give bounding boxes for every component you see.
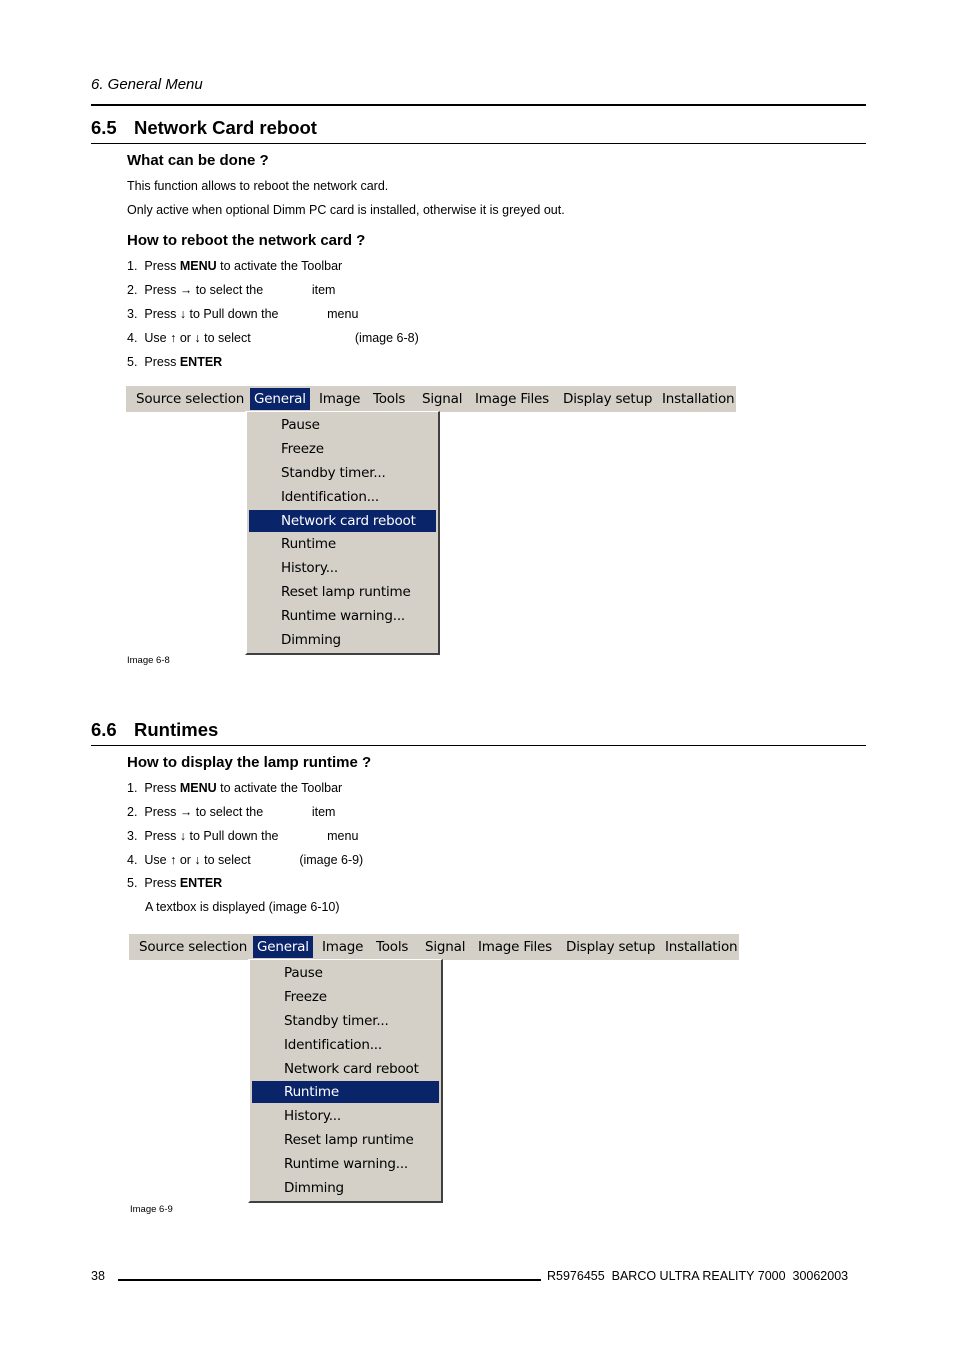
section-number: 6.5 <box>91 117 117 138</box>
menu-general[interactable]: General <box>253 936 313 958</box>
what-heading: What can be done ? <box>127 152 269 169</box>
step-item: 5. Press ENTER <box>127 876 223 890</box>
image-caption: Image 6-9 <box>130 1204 173 1215</box>
how-heading: How to display the lamp runtime ? <box>127 754 372 771</box>
step-item: 2. Press → to select the item <box>127 805 336 819</box>
section-heading-6-5 <box>91 117 317 139</box>
menu-image-files[interactable]: Image Files <box>475 391 549 407</box>
menu-item-standby-timer[interactable]: Standby timer... <box>284 1013 389 1029</box>
menu-item-history[interactable]: History... <box>281 560 338 576</box>
menu-item-freeze[interactable]: Freeze <box>284 989 327 1005</box>
section-rule <box>91 143 866 144</box>
menu-tools[interactable]: Tools <box>373 391 406 407</box>
menu-item-freeze[interactable]: Freeze <box>281 441 324 457</box>
paragraph: Only active when optional Dimm PC card is installed, otherwise it is greyed out. <box>127 203 565 217</box>
paragraph: This function allows to reboot the network card. <box>127 179 389 193</box>
step-item: 4. Use ↑ or ↓ to select (image 6-8) <box>127 331 419 345</box>
menu-image[interactable]: Image <box>319 391 361 407</box>
menu-item-pause[interactable]: Pause <box>281 417 320 433</box>
menu-image[interactable]: Image <box>322 939 364 955</box>
menu-tools[interactable]: Tools <box>376 939 409 955</box>
general-dropdown <box>248 959 443 1203</box>
chapter-header: 6. General Menu <box>91 76 203 93</box>
section-heading-6-6 <box>91 719 218 741</box>
menu-source-selection[interactable]: Source selection <box>136 391 245 407</box>
footer-document-id: R5976455 BARCO ULTRA REALITY 7000 30062003 <box>547 1269 849 1283</box>
page-number: 38 <box>91 1269 105 1283</box>
menu-item-standby-timer[interactable]: Standby timer... <box>281 465 386 481</box>
step-item: 3. Press ↓ to Pull down the menu <box>127 829 359 843</box>
step-item: 1. Press MENU to activate the Toolbar <box>127 259 343 273</box>
menu-display-setup[interactable]: Display setup <box>563 391 653 407</box>
how-heading: How to reboot the network card ? <box>127 232 366 249</box>
menu-item-pause[interactable]: Pause <box>284 965 323 981</box>
menu-item-runtime[interactable]: Runtime <box>281 536 336 552</box>
menu-installation[interactable]: Installation <box>662 391 735 407</box>
menu-item-network-card-reboot[interactable]: Network card reboot <box>284 1061 419 1077</box>
menu-item-dimming[interactable]: Dimming <box>281 632 341 648</box>
menu-item-reset-lamp-runtime[interactable]: Reset lamp runtime <box>284 1132 414 1148</box>
menu-image-files[interactable]: Image Files <box>478 939 552 955</box>
section-rule <box>91 745 866 746</box>
step-item: 2. Press → to select the item <box>127 283 336 297</box>
step-note: A textbox is displayed (image 6-10) <box>145 900 340 914</box>
menu-item-identification[interactable]: Identification... <box>281 489 379 505</box>
step-item: 4. Use ↑ or ↓ to select (image 6-9) <box>127 853 364 867</box>
menu-item-network-card-reboot[interactable]: Network card reboot <box>249 510 436 532</box>
menu-item-dimming[interactable]: Dimming <box>284 1180 344 1196</box>
menu-bar <box>129 934 739 960</box>
step-item: 3. Press ↓ to Pull down the menu <box>127 307 359 321</box>
general-dropdown <box>245 411 440 655</box>
menu-bar <box>126 386 736 412</box>
menu-item-history[interactable]: History... <box>284 1108 341 1124</box>
menu-general[interactable]: General <box>250 388 310 410</box>
menu-signal[interactable]: Signal <box>425 939 466 955</box>
menu-source-selection[interactable]: Source selection <box>139 939 248 955</box>
menu-item-identification[interactable]: Identification... <box>284 1037 382 1053</box>
menu-item-runtime[interactable]: Runtime <box>252 1081 439 1103</box>
step-item: 1. Press MENU to activate the Toolbar <box>127 781 343 795</box>
step-item: 5. Press ENTER <box>127 355 223 369</box>
image-caption: Image 6-8 <box>127 655 170 666</box>
header-rule <box>91 104 866 106</box>
footer-rule <box>118 1279 541 1281</box>
section-title: Runtimes <box>134 719 219 740</box>
section-title: Network Card reboot <box>134 117 317 138</box>
menu-installation[interactable]: Installation <box>665 939 738 955</box>
section-number: 6.6 <box>91 719 117 740</box>
menu-item-runtime-warning[interactable]: Runtime warning... <box>281 608 406 624</box>
menu-item-runtime-warning[interactable]: Runtime warning... <box>284 1156 409 1172</box>
menu-item-reset-lamp-runtime[interactable]: Reset lamp runtime <box>281 584 411 600</box>
menu-signal[interactable]: Signal <box>422 391 463 407</box>
menu-display-setup[interactable]: Display setup <box>566 939 656 955</box>
